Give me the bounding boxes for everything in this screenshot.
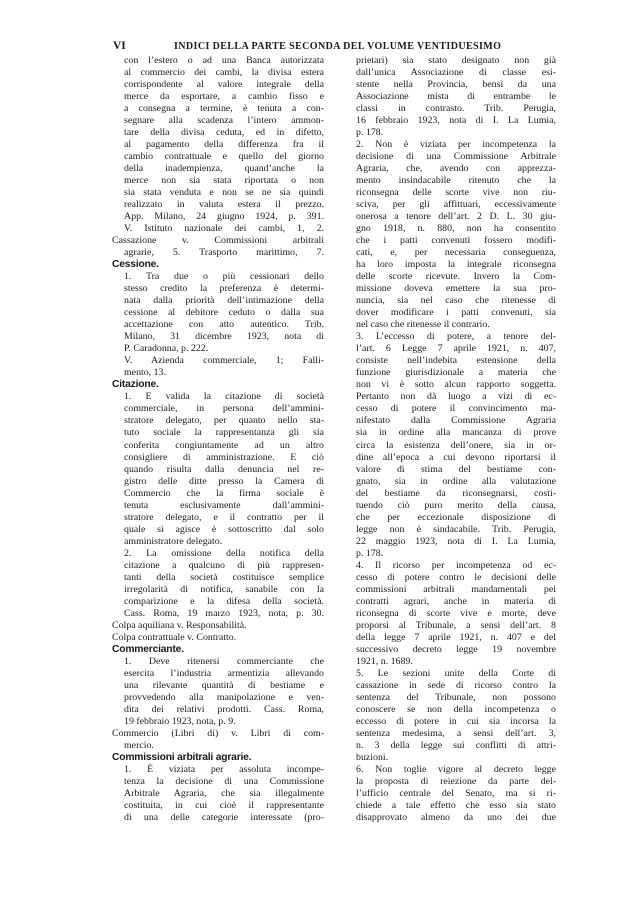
text-line: eccesso di potere in cui sia incorsa la xyxy=(356,715,556,727)
text-line: consiste nell’indebita estensione della xyxy=(356,355,556,367)
text-line: 1. E valida la citazione di società xyxy=(124,391,324,403)
text-line: segnare alla scadenza l’intero ammon- xyxy=(124,115,324,127)
index-heading-line: Citazione. xyxy=(112,379,159,391)
text-line: 1. Tra due o più cessionari dello xyxy=(124,271,324,283)
text-line: Pertanto non dà luogo a vizi di ec- xyxy=(356,391,556,403)
text-line: non vi è sotto alcun rapporto soggetta. xyxy=(356,379,556,391)
text-line: Commercio che la firma sociale è xyxy=(124,487,324,499)
index-heading-line: Cessione. xyxy=(112,259,159,271)
text-line: conoscere se non della incompetenza o xyxy=(356,703,556,715)
right-column xyxy=(344,55,556,824)
index-heading-line: Colpa contrattuale v. Contratto. xyxy=(112,631,237,643)
text-line: sentenza medesima, a sensi dell’art. 3, xyxy=(356,727,556,739)
text-line: l’ufficio centrale del Senato, ma si ri- xyxy=(356,787,556,799)
text-line: tenza la decisione di una Commissione xyxy=(124,775,324,787)
text-line: decisione di una Commissione Arbitrale xyxy=(356,151,556,163)
text-line: consigliere di amministrazione. E ciò xyxy=(124,451,324,463)
text-line: dita dei relativi prodotti. Cass. Roma, xyxy=(124,703,324,715)
text-line: mento insindacabile ritenuto che la xyxy=(356,175,556,187)
text-line: disapprovato almeno da uno dei due xyxy=(356,811,556,823)
text-line: cesso di potere contro le decisioni delle xyxy=(356,571,556,583)
text-line: missione doveva emettere la sua pro- xyxy=(356,283,556,295)
text-line: corrispondente al valore integrale della xyxy=(124,79,324,91)
text-line: costituita, in cui cioè il rappresentante xyxy=(124,799,324,811)
text-line: con l’estero o ad una Banca autorizzata xyxy=(124,55,324,66)
text-line: 1. Deve ritenersi commerciante che xyxy=(124,655,324,667)
text-line: V. Istituto nazionale dei cambi, 1, 2. xyxy=(124,223,324,235)
text-line: dall’unica Associazione di classe esi- xyxy=(356,67,556,79)
text-line: sentenza del Tribunale, non possono xyxy=(356,691,556,703)
text-line: esercita l’industria armentizia allevando xyxy=(124,667,324,679)
text-line: stesso credito la preferenza è determi- xyxy=(124,283,324,295)
running-title: INDICI DELLA PARTE SECONDA DEL VOLUME VENTIDUESIMO xyxy=(174,41,502,52)
text-line: valore di stima del bestiame con- xyxy=(356,463,556,475)
text-line: gnato, sia in ordine alla valutazione xyxy=(356,475,556,487)
text-line: 4. Il ricorso per incompetenza od ec- xyxy=(356,559,556,571)
text-line: conferita congiuntamente ad un altro xyxy=(124,439,324,451)
text-line: la proposta di reiezione da parte del- xyxy=(356,775,556,787)
text-line: cati, e, per necessaria conseguenza, xyxy=(356,247,556,259)
text-line: sciva, per gli affittuari, eccessivamente xyxy=(356,199,556,211)
text-line: stratore delegato, per quanto nello sta- xyxy=(124,415,324,427)
text-line: dover modificare i patti convenuti, sia xyxy=(356,307,556,319)
text-line: 2. La omissione della notifica della xyxy=(124,547,324,559)
text-line: accettazione con atto autentico. Trib. xyxy=(124,319,324,331)
text-line: sia in ordine alla mancanza di prove xyxy=(356,427,556,439)
text-line: cambio contrattuale e quello del giorno xyxy=(124,151,324,163)
text-line: quale si agisce è sottoscritto dal solo xyxy=(124,523,324,535)
text-line: stratore delegato, e il contratto per il xyxy=(124,511,324,523)
text-line: una rilevante quantità di bestiame e xyxy=(124,679,324,691)
text-line: Agraria, che, avendo con apprezza- xyxy=(356,163,556,175)
text-line: del bestiame da riconsegnarsi, costi- xyxy=(356,487,556,499)
text-line: riconsegna delle scorte vive non riu- xyxy=(356,187,556,199)
text-line: Arbitrale Agraria, che sia illegalmente xyxy=(124,787,324,799)
text-line: 22 maggio 1923, nota di I. La Lumia, xyxy=(356,535,556,547)
text-line: contratti agrari, anche in materia di xyxy=(356,595,556,607)
text-line: cessione al debitore ceduto o dalla sua xyxy=(124,307,324,319)
text-line: prietari) sia stato designato non già xyxy=(356,55,556,66)
text-line: funzione giurisdizionale a materia che xyxy=(356,367,556,379)
text-line: onerosa a tenore dell’art. 2 D. L. 30 giu- xyxy=(356,211,556,223)
text-line: 5. Le sezioni unite della Corte di xyxy=(356,667,556,679)
text-line: 1. È viziata per assoluta incompe- xyxy=(124,763,324,775)
text-line: nata dalla priorità dell’intimazione della xyxy=(124,295,324,307)
text-line: tare della divisa ceduta, ed in difetto, xyxy=(124,127,324,139)
text-line: l’art. 6 Legge 7 aprile 1921, n. 407, xyxy=(356,343,556,355)
text-line: sia stata venduta e non se ne sia quindi xyxy=(124,187,324,199)
text-line: classi in contrasto. Trib. Perugia, xyxy=(356,103,556,115)
text-line: irregolarità di notifica, sanabile con la xyxy=(124,583,324,595)
left-column xyxy=(112,55,324,824)
text-line: di una delle categorie interessate (pro- xyxy=(124,811,324,823)
text-line: Cass. Roma, 19 marzo 1923, nota, p. 30. xyxy=(124,607,324,619)
text-line: p. 178. xyxy=(356,127,384,139)
text-line: circa la esistenza dell’onere, sia in or- xyxy=(356,439,556,451)
page-number: VI xyxy=(113,40,126,52)
text-line: quando risulta dalla denuncia nel re- xyxy=(124,463,324,475)
text-line: merce non sia stata riportata o non xyxy=(124,175,324,187)
text-line: comparizione e la difesa della società. xyxy=(124,595,324,607)
text-line: gistro delle ditte presso la Camera di xyxy=(124,475,324,487)
text-line: che i patti convenuti fossero modifi- xyxy=(356,235,556,247)
text-line: provvedendo alla manipolazione e ven- xyxy=(124,691,324,703)
text-line: commissioni arbitrali mandamentali pei xyxy=(356,583,556,595)
text-line: tuto sociale la rappresentanza gli sia xyxy=(124,427,324,439)
text-line: citazione a qualcuno di più rappresen- xyxy=(124,559,324,571)
text-line: riconsegna di scorte vive e morte, deve xyxy=(356,607,556,619)
text-line: legge non è sindacabile. Trib. Perugia, xyxy=(356,523,556,535)
text-line: mento, 13. xyxy=(124,367,166,379)
text-line: mercio. xyxy=(124,739,154,751)
text-line: buzioni. xyxy=(356,751,389,763)
text-line: nifestato dalla Commissione Agraria xyxy=(356,415,556,427)
index-heading-line: Commerciante. xyxy=(112,643,184,655)
text-line: della legge 7 aprile 1921, n. 407 e del xyxy=(356,631,556,643)
text-line: agrarie, 5. Trasporto marittimo, 7. xyxy=(124,247,324,259)
text-line: 2. Non è viziata per incompetenza la xyxy=(356,139,556,151)
text-line: proporsi al Tribunale, a sensi dell’art. 8 xyxy=(356,619,556,631)
text-line: al pagamento della differenza fra il xyxy=(124,139,324,151)
text-line: nuncia, sia nel caso che ritenesse di xyxy=(356,295,556,307)
index-heading-line: Commercio (Libri di) v. Libri di com- xyxy=(112,727,324,739)
text-line: dine all’epoca a cui devono riportarsi il xyxy=(356,451,556,463)
text-line: cesso di potere il convincimento ma- xyxy=(356,403,556,415)
text-line: della inadempienza, quand’anche la xyxy=(124,163,324,175)
text-line: merce da esportare, a cambio fisso e xyxy=(124,91,324,103)
text-line: 16 febbraio 1923, nota di I. La Lumia, xyxy=(356,115,556,127)
text-line: tenuta esclusivamente dall’ammini- xyxy=(124,499,324,511)
text-line: successivo decreto legge 19 novembre xyxy=(356,643,556,655)
index-heading-line: Commissioni arbitrali agrarie. xyxy=(112,751,252,763)
text-line: a consegna a termine, è tenuta a con- xyxy=(124,103,324,115)
index-heading-line: Cassazione v. Commissioni arbitrali xyxy=(112,235,324,247)
text-line: 6. Non toglie vigore al decreto legge xyxy=(356,763,556,775)
text-line: 19 febbraio 1923, nota, p. 9. xyxy=(124,715,236,727)
text-line: realizzato in valuta estera il prezzo. xyxy=(124,199,324,211)
text-line: commerciale, in persona dell’ammini- xyxy=(124,403,324,415)
text-line: gno 1918, n. 880, non ha consentito xyxy=(356,223,556,235)
text-line: tanti della società costituisce semplice xyxy=(124,571,324,583)
text-line: chiede a tale effetto che esso sia stato xyxy=(356,799,556,811)
text-line: tuendo ciò puro merito della causa, xyxy=(356,499,556,511)
text-line: delle scorte ricevute. Invero la Com- xyxy=(356,271,556,283)
text-line: App. Milano, 24 giugno 1924, p. 391. xyxy=(124,211,324,223)
text-line: ha loro imposta la integrale riconsegna xyxy=(356,259,556,271)
text-line: V. Azienda commerciale, 1; Falli- xyxy=(124,355,324,367)
text-line: cassazione in sede di ricorso contro la xyxy=(356,679,556,691)
text-line: che per eccezionale disposizione di xyxy=(356,511,556,523)
text-line: Associazione mista di entrambe le xyxy=(356,91,556,103)
text-line: n. 3 della legge sui conflitti di attri- xyxy=(356,739,556,751)
text-line: 1921, n. 1689. xyxy=(356,655,413,667)
text-line: amministratore delegato. xyxy=(124,535,223,547)
text-line: al commercio dei cambi, la divisa estera xyxy=(124,67,324,79)
index-heading-line: Colpa aquiliana v. Responsabilità. xyxy=(112,619,247,631)
text-line: 3. L’eccesso di potere, a tenore del- xyxy=(356,331,556,343)
text-line: nel caso che ritenesse il contrario. xyxy=(356,319,490,331)
text-line: Milano, 31 dicembre 1923, nota di xyxy=(124,331,324,343)
text-line: p. 178. xyxy=(356,547,384,559)
text-line: P. Caradonna, p. 222. xyxy=(124,343,209,355)
text-line: stente nella Provincia, bensì da una xyxy=(356,79,556,91)
